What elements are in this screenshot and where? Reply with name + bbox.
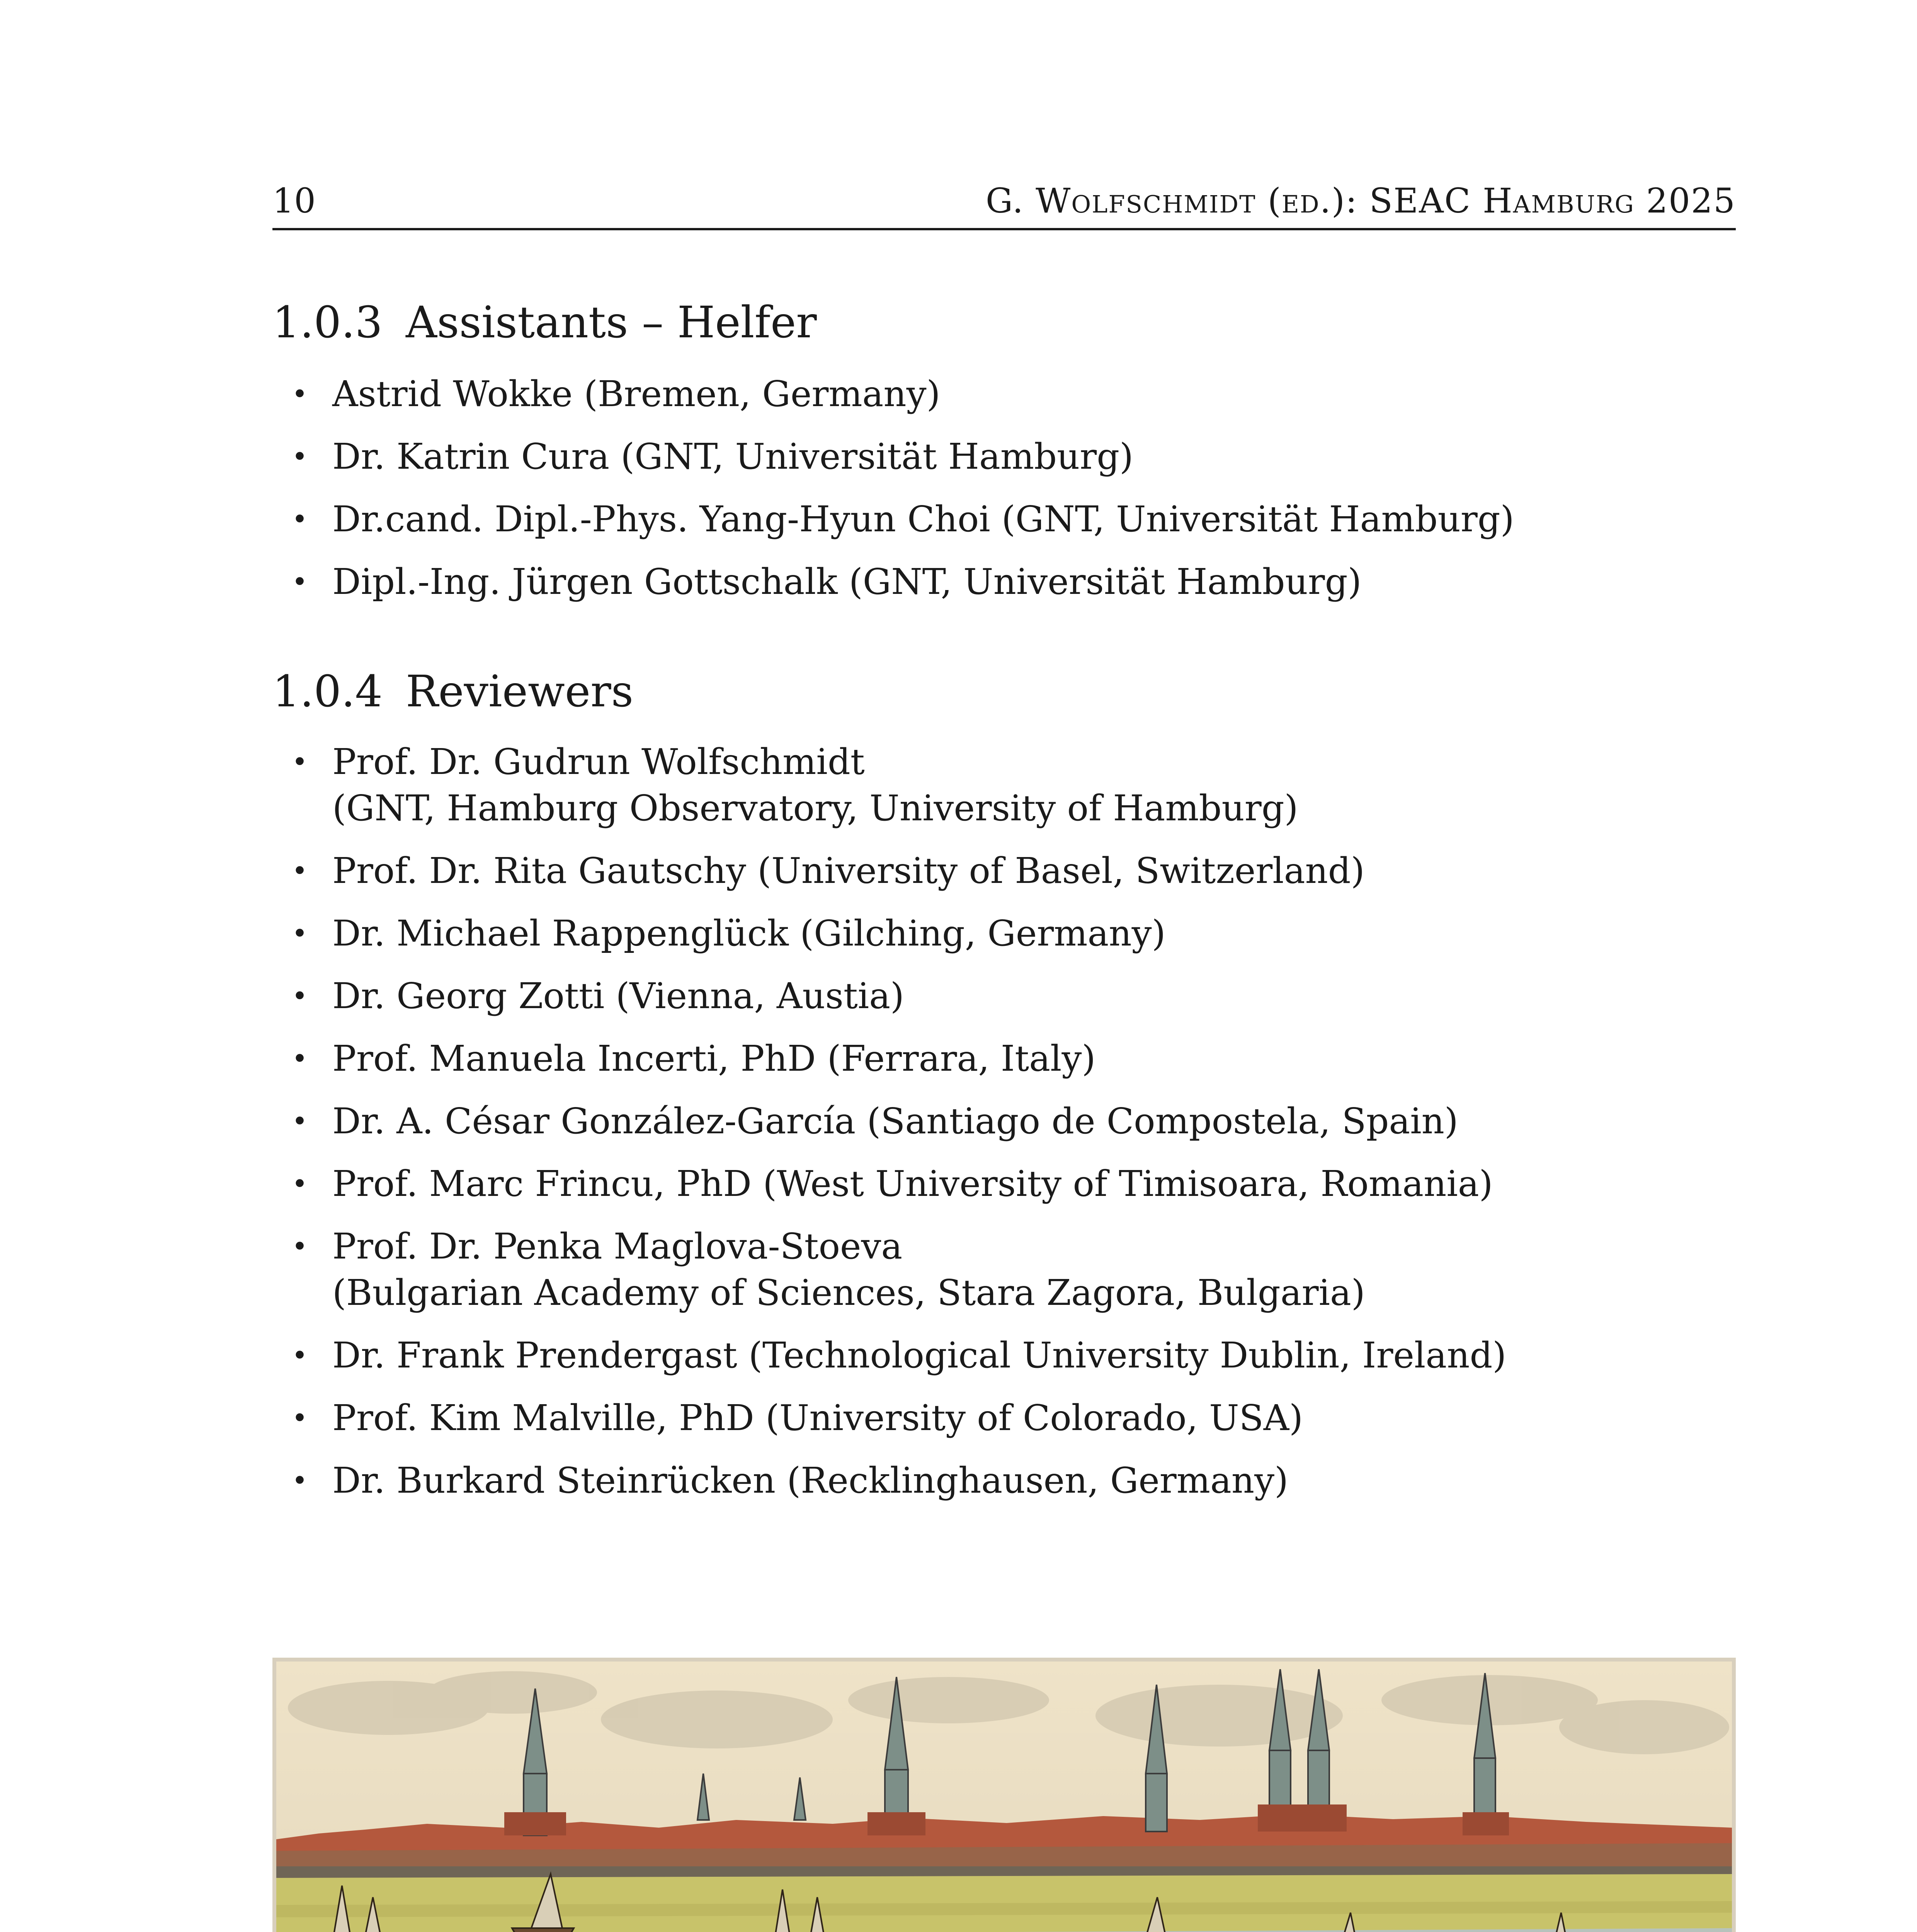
- list-item: [292, 1223, 1506, 1316]
- list-item: [292, 496, 1514, 543]
- list-item-line: (Bulgarian Academy of Sciences, Stara Zagora, Bulgaria): [332, 1272, 1365, 1313]
- section-number: 1.0.3: [272, 298, 383, 348]
- list-item-line: Dr. Katrin Cura (GNT, Universität Hamburg): [332, 436, 1134, 477]
- bullet-icon: •: [292, 1402, 308, 1434]
- list-item: [292, 973, 1506, 1019]
- list-item-line: Prof. Dr. Rita Gautschy (University of Basel, Switzerland): [332, 850, 1365, 891]
- list-item-line: Dr. Georg Zotti (Vienna, Austia): [332, 975, 904, 1017]
- list-item-line: (GNT, Hamburg Observatory, University of Hamburg): [332, 787, 1298, 829]
- list-item: [292, 559, 1514, 605]
- list-item-line: Dipl.-Ing. Jürgen Gottschalk (GNT, Universität Hamburg): [332, 561, 1362, 602]
- section-title: Assistants – Helfer: [405, 298, 817, 348]
- list-item-line: Prof. Dr. Penka Maglova-Stoeva: [332, 1226, 903, 1267]
- bullet-icon: •: [292, 855, 308, 887]
- running-header: [272, 182, 1736, 220]
- list-item: [292, 1395, 1506, 1441]
- list-item-line: Dr. Michael Rappenglück (Gilching, Germany): [332, 913, 1166, 954]
- list-item-line: Dr. A. César González-García (Santiago de Compostela, Spain): [332, 1100, 1458, 1142]
- list-item-line: Dr.cand. Dipl.-Phys. Yang-Hyun Choi (GNT, Universität Hamburg): [332, 498, 1514, 540]
- bullet-icon: •: [292, 1231, 308, 1262]
- list-item: [292, 739, 1506, 832]
- bullet-icon: •: [292, 980, 308, 1012]
- bullet-icon: •: [292, 1168, 308, 1200]
- list-item: [292, 1458, 1506, 1504]
- figure-hamburg-panorama: [272, 1658, 1736, 1932]
- list-item-line: Dr. Burkard Steinrücken (Recklinghausen, Germany): [332, 1460, 1288, 1501]
- list-item: [292, 1332, 1507, 1379]
- list-item: [292, 371, 1514, 417]
- bullet-icon: •: [292, 566, 308, 598]
- reviewers-list: [292, 739, 1507, 1520]
- list-item: [292, 1098, 1506, 1145]
- bullet-icon: •: [292, 378, 308, 410]
- bullet-icon: •: [292, 918, 308, 949]
- section-number: 1.0.4: [272, 667, 383, 717]
- list-item-line: Prof. Manuela Incerti, PhD (Ferrara, Italy): [332, 1038, 1096, 1079]
- section-heading-assistants: [272, 298, 817, 348]
- bullet-icon: •: [292, 441, 308, 473]
- list-item-line: Prof. Kim Malville, PhD (University of Colorado, USA): [332, 1397, 1303, 1439]
- bullet-icon: •: [292, 746, 308, 778]
- list-item-line: Prof. Marc Frincu, PhD (West University of Timisoara, Romania): [332, 1163, 1493, 1204]
- list-item-line: Dr. Frank Prendergast (Technological University Dublin, Ireland): [332, 1335, 1507, 1376]
- list-item: [292, 1036, 1506, 1082]
- hamburg-engraving-image: [272, 1658, 1736, 1932]
- section-heading-reviewers: [272, 667, 633, 717]
- bullet-icon: •: [292, 1340, 308, 1371]
- list-item-line: Astrid Wokke (Bremen, Germany): [332, 373, 941, 415]
- bullet-icon: •: [292, 1465, 308, 1497]
- list-item: [292, 434, 1514, 480]
- section-title: Reviewers: [405, 667, 634, 717]
- list-item-line: Prof. Dr. Gudrun Wolfschmidt: [332, 741, 865, 782]
- list-item: [292, 1161, 1506, 1207]
- assistants-list: [292, 371, 1514, 621]
- header-rule: [272, 228, 1736, 230]
- bullet-icon: •: [292, 503, 308, 535]
- bullet-icon: •: [292, 1043, 308, 1075]
- page-number: 10: [272, 181, 316, 221]
- list-item: [292, 910, 1506, 957]
- bullet-icon: •: [292, 1105, 308, 1137]
- running-title: G. Wolfschmidt (ed.): SEAC Hamburg 2025: [985, 181, 1736, 221]
- list-item: [292, 848, 1506, 894]
